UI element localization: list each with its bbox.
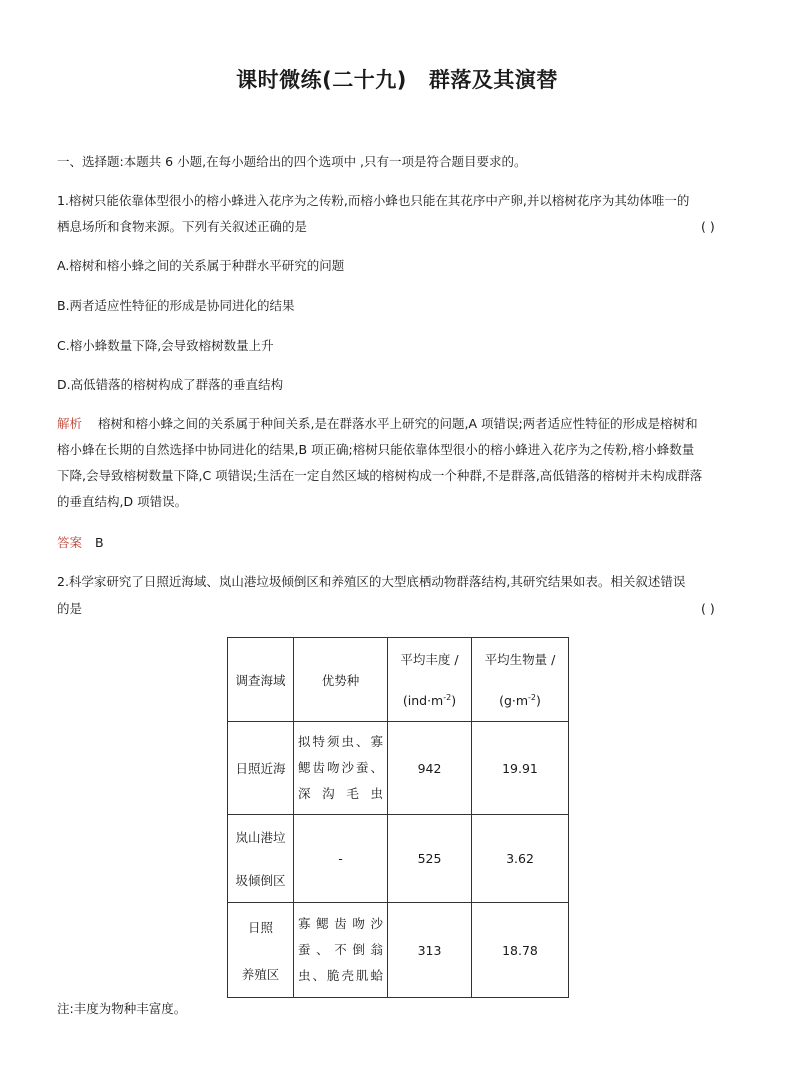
- row2-richness: 525: [388, 815, 472, 903]
- section-heading: 一、选择题:本题共 6 小题,在每小题给出的四个选项中 ,只有一项是符合题目要求的。: [57, 154, 527, 169]
- q1-answer-value: B: [95, 535, 104, 550]
- header-biomass: [472, 638, 569, 722]
- header-richness: [388, 638, 472, 722]
- title-part1: 课时微练(二十九): [236, 68, 407, 92]
- q1-answer-blank: ( ): [701, 219, 715, 234]
- q1-answer-label: 答案: [57, 535, 83, 550]
- q1-option-c: C.榕小蜂数量下降,会导致榕树数量上升: [57, 338, 274, 353]
- q1-analysis-line3: 下降,会导致榕树数量下降,C 项错误;生活在一定自然区域的榕树构成一个种群,不是群落,高低错落的榕树并未构成群落: [57, 468, 703, 483]
- q1-option-b: B.两者适应性特征的形成是协同进化的结果: [57, 298, 295, 313]
- header-area: 调查海域: [228, 638, 294, 722]
- survey-table: [227, 637, 569, 998]
- row1-species: 拟特须虫、寡 鳃齿吻沙蚕、 深沟毛虫: [294, 722, 388, 815]
- q1-analysis-label: 解析: [57, 416, 83, 431]
- q1-option-a: A.榕树和榕小蜂之间的关系属于种群水平研究的问题: [57, 258, 345, 273]
- q1-option-d: D.高低错落的榕树构成了群落的垂直结构: [57, 377, 284, 392]
- row2-area: 岚山港垃 圾倾倒区: [228, 815, 294, 903]
- table-header-row: [228, 638, 569, 722]
- row3-area: 日照 养殖区: [228, 903, 294, 998]
- q1-stem-line2: 栖息场所和食物来源。下列有关叙述正确的是: [57, 219, 308, 234]
- title-part2: 群落及其演替: [428, 68, 558, 92]
- header-biomass-line1: 平均生物量 /: [484, 652, 556, 668]
- q1-analysis-line2: 榕小蜂在长期的自然选择中协同进化的结果,B 项正确;榕树只能依靠体型很小的榕小蜂进入花序为之传粉,榕小蜂数量: [57, 442, 695, 457]
- table-row: [228, 903, 569, 998]
- q2-stem-line2: 的是: [57, 601, 83, 616]
- row1-area: 日照近海: [228, 722, 294, 815]
- row3-species: 寡鳃齿吻沙 蚕、不倒翁 虫、脆壳肌蛤: [294, 903, 388, 998]
- table-row: [228, 815, 569, 903]
- page-title: [0, 64, 794, 94]
- header-species: 优势种: [294, 638, 388, 722]
- table-note: 注:丰度为物种丰富度。: [57, 1001, 187, 1016]
- q1-analysis-line4: 的垂直结构,D 项错误。: [57, 494, 188, 509]
- header-richness-unit: $(ind\cdot m^{-2})$: [402, 693, 457, 709]
- row3-richness: 313: [388, 903, 472, 998]
- row2-species: -: [294, 815, 388, 903]
- q1-stem-line1: 1.榕树只能依靠体型很小的榕小蜂进入花序为之传粉,而榕小蜂也只能在其花序中产卵,并以榕树花序为其幼体唯一的: [57, 193, 690, 208]
- row1-richness: 942: [388, 722, 472, 815]
- row2-biomass: 3.62: [472, 815, 569, 903]
- row3-biomass: 18.78: [472, 903, 569, 998]
- row1-biomass: 19.91: [472, 722, 569, 815]
- q2-answer-blank: ( ): [701, 601, 715, 616]
- table-row: [228, 722, 569, 815]
- header-biomass-unit: $(g\cdot m^{-2})$: [499, 693, 541, 709]
- q2-stem-line1: 2.科学家研究了日照近海域、岚山港垃圾倾倒区和养殖区的大型底栖动物群落结构,其研究结果如表。相关叙述错误: [57, 574, 686, 589]
- q1-analysis-line1: 榕树和榕小蜂之间的关系属于种间关系,是在群落水平上研究的问题,A 项错误;两者适应性特征的形成是榕树和: [98, 416, 698, 431]
- header-richness-line1: 平均丰度 /: [400, 652, 459, 668]
